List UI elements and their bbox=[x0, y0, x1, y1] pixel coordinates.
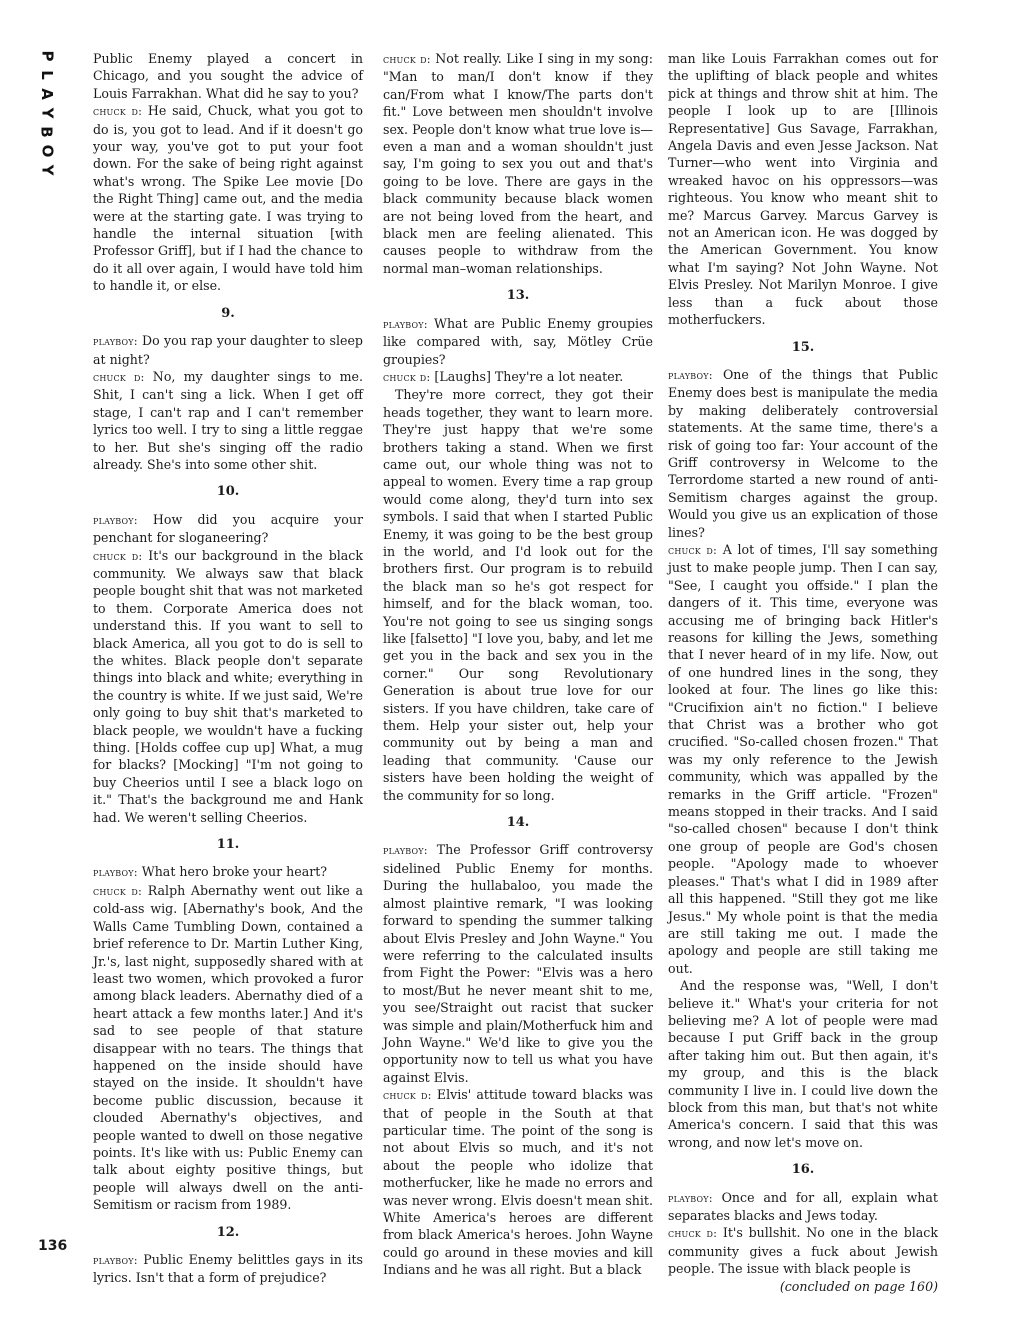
paragraph-text: Ralph Abernathy went out like a cold-ass wig. [Abernathy's book, And the Walls Came Tumbling Down, contained a brief reference to Dr. Martin Luther King, Jr.'s, last night, supposedly shared with at least two women, which provoked a furor among black leaders. Abernathy died of a heart attack a few months later.] And it's sad to see people of that stature disappear with no tears. The things that happened on the inside should have stayed on the inside. It shouldn't have become public discussion, because it clouded Abernathy's objectives, and people wanted to dwell on those negative points. It's like with us: Public Enemy can talk about eighty positive things, but people will always dwell on the anti-Semitism or racism from 1989. bbox=[93, 882, 363, 1213]
title-letter: Y bbox=[38, 107, 56, 119]
speaker-label: playboy: bbox=[668, 1190, 713, 1205]
paragraph bbox=[383, 841, 653, 1086]
speaker-label: chuck d: bbox=[668, 1226, 718, 1241]
paragraph-text: Once and for all, explain what separates blacks and Jews today. bbox=[668, 1189, 938, 1223]
paragraph-text: Do you rap your daughter to sleep at night? bbox=[93, 333, 363, 367]
speaker-label: chuck d: bbox=[383, 1088, 432, 1103]
title-letter: B bbox=[38, 126, 56, 138]
paragraph: Public Enemy played a concert in Chicago, and you sought the advice of Louis Farrakhan. What did he say to you? bbox=[93, 51, 363, 101]
text-column-1 bbox=[93, 50, 363, 1287]
speaker-label: chuck d: bbox=[383, 52, 431, 66]
speaker-label: playboy: bbox=[383, 316, 428, 331]
continuation-note: (concluded on page 160) bbox=[779, 1278, 938, 1294]
paragraph bbox=[93, 863, 363, 881]
page-number: 136 bbox=[38, 1238, 68, 1254]
paragraph bbox=[383, 315, 653, 368]
speaker-label: playboy: bbox=[93, 334, 138, 349]
speaker-label: chuck d: bbox=[93, 883, 143, 898]
paragraph-text: How did you acquire your penchant for sloganeering? bbox=[93, 511, 363, 546]
paragraph bbox=[93, 368, 363, 473]
paragraph bbox=[668, 366, 938, 541]
question-number: 15. bbox=[791, 339, 815, 355]
paragraph: They're more correct, they got their heads together, they want to learn more. They're just happy that we're some brothers taking a stand. When we first came out, our whole thing was not to appeal to women. Every time a rap group would come along, they'd turn into sex symbols. I said that when I started Public Enemy, it was going to be the best group in the world, and I'd look out for the brothers first. Our program is to rebuild the black man so he's got respect for himself, and for the black woman, too. You're not going to see us singing songs like [falsetto] "I love you, baby, and let me get you in the back and sex you in the corner." Our song Revolutionary Generation is about true love for our sisters. If you have children, take care of them. Help your sister out, help your community out by being a man and leading that community. 'Cause our sisters have been holding the weight of the community for so long. bbox=[383, 387, 653, 803]
speaker-label: chuck d: bbox=[668, 542, 718, 557]
speaker-label: chuck d: bbox=[93, 104, 143, 119]
speaker-label: playboy: bbox=[383, 843, 428, 858]
speaker-label: chuck d: bbox=[93, 369, 145, 384]
paragraph-text: Not really. Like I sing in my song: "Man to man/I don't know if they can/From what I know/The parts don't fit." Love between men shouldn't involve sex. People don't know what true love is—even a man and a woman shouldn't just say, I'm going to sex you out and that's going to be love. There are gays in the black community because black women are not being loved from the heart, and black men are feeling alienated. This causes people to withdraw from the normal man–woman relationships. bbox=[383, 51, 653, 276]
paragraph bbox=[383, 368, 653, 386]
paragraph bbox=[668, 1224, 938, 1277]
paragraph-text: What hero broke your heart? bbox=[137, 864, 328, 880]
speaker-label: playboy: bbox=[93, 1253, 138, 1267]
paragraph-text: What are Public Enemy groupies like compared with, say, Mötley Crüe groupies? bbox=[383, 315, 653, 367]
paragraph bbox=[383, 1086, 653, 1278]
magazine-title-vertical bbox=[38, 48, 56, 178]
question-number: 11. bbox=[216, 837, 240, 853]
paragraph-text: It's bullshit. No one in the black community gives a fuck about Jewish people. The issue with black people is bbox=[668, 1225, 938, 1277]
paragraph bbox=[93, 547, 363, 827]
paragraph bbox=[93, 511, 363, 547]
text-column-2 bbox=[383, 50, 653, 1279]
paragraph-text: A lot of times, I'll say something just to make people jump. Then I can say, "See, I caught you offside." I plan the dangers of it. This time, everyone was accusing me of bringing back Hitler's reasons for killing the Jews, something that I never heard of in my life. Now, out of one hundred lines in the song, they looked at four. The lines go like this: "Crucifixion ain't no fiction." I believe that Christ was a brother who got crucified. "So-called chosen frozen." That was my only reference to the Jewish community, which was appalled by the remarks in the Griff article. "Frozen" means stopped in their tracks. And I said "so-called chosen" because I don't think one group of people are God's chosen people. "Apology made to whoever pleases." That's what I did in 1989 after all this happened. "Still they got me like Jesus." My whole point is that the media are still taking me out. I made the apology and people are still taking me out. bbox=[668, 541, 938, 976]
speaker-label: playboy: bbox=[93, 865, 138, 880]
question-number: 9. bbox=[221, 305, 235, 321]
title-letter: O bbox=[37, 144, 56, 158]
paragraph-text: It's our background in the black community. We always saw that black people bought shit that was not marketed to them. Corporate America does not understand this. If you want to sell to black America, all you got to do is sell to the whites. Black people don't separate things into black and white; everything in the country is white. If we just said, We're only going to buy shit that's marketed to black people, we wouldn't have a fucking thing. [Holds coffee cup up] What, a mug for blacks? [Mocking] "I'm not going to buy Cheerios until I see a black logo on it." That's the background me and Hank had. We weren't selling Cheerios. bbox=[93, 547, 363, 825]
paragraph-text: He said, Chuck, what you got to do is, you got to lead. And if it doesn't go your way, you've got to put your foot down. For the sake of being right against what's wrong. The Spike Lee movie [Do the Right Thing] came out, and the media were at the starting gate. I was trying to handle the internal situation [with Professor Griff], but if I had the chance to do it all over again, I would have told him to handle it, or else. bbox=[93, 103, 363, 294]
title-letter: Y bbox=[38, 164, 56, 176]
paragraph-text: The Professor Griff controversy sidelined Public Enemy for months. During the hullabaloo, you made the almost plaintive remark, "I was looking forward to spending the summer talking about Elvis Presley and John Wayne." You were referring to the calculated insults from Fight the Power: "Elvis was a hero to most/But he never meant shit to me, you see/Straight out racist that sucker was simple and plain/Motherfuck him and John Wayne." We'd like to give you the opportunity now to tell us what you have against Elvis. bbox=[383, 842, 653, 1085]
paragraph-text: One of the things that Public Enemy does best is manipulate the media by making deliberately controversial statements. At the same time, there's a risk of going too far: Your account of the Griff controversy in Welcome to the Terrordome started a new round of anti-Semitism charges against the group. Would you give us an explication of those lines? bbox=[668, 366, 938, 540]
speaker-label: chuck d: bbox=[383, 369, 431, 384]
question-number: 10. bbox=[216, 484, 240, 500]
speaker-label: playboy: bbox=[93, 512, 138, 527]
speaker-label: chuck d: bbox=[93, 548, 143, 563]
paragraph bbox=[93, 102, 363, 294]
paragraph bbox=[383, 50, 653, 277]
paragraph-text: [Laughs] They're a lot neater. bbox=[430, 368, 624, 384]
question-number: 13. bbox=[506, 288, 530, 304]
paragraph-text: Elvis' attitude toward blacks was that of people in the South at that particular time. The point of the song is not about Elvis so much, and it's not about the people who idolize that motherfucker, like he made no errors and was never wrong. Elvis doesn't mean shit. White America's heroes are different from black America's heroes. John Wayne could go around in these movies and kill Indians and he was all right. But a black bbox=[383, 1087, 653, 1278]
text-column-3 bbox=[668, 50, 938, 1295]
paragraph-text: No, my daughter sings to me. Shit, I can't sing a lick. When I get off stage, I can't rap and I can't remember lyrics too well. I try to sing a little reggae to her. But she's singing off the radio already. She's into some other shit. bbox=[93, 368, 363, 472]
paragraph-text: Public Enemy belittles gays in its lyrics. Isn't that a form of prejudice? bbox=[93, 1252, 363, 1286]
title-letter: A bbox=[37, 88, 56, 100]
title-letter: P bbox=[38, 50, 56, 62]
paragraph: man like Louis Farrakhan comes out for the uplifting of black people and whites pick at things and throw shit at him. The people I look up to are [Illinois Representative] Gus Savage, Farrakhan, Angela Davis and even Jesse Jackson. Nat Turner—who went into Virginia and wreaked havoc on his oppressors—was righteous. You know who meant shit to me? Marcus Garvey. Marcus Garvey is not an American icon. He was dogged by the American Government. You know what I'm saying? Not John Wayne. Not Elvis Presley. Not Marilyn Monroe. I give less than a fuck about those motherfuckers. bbox=[668, 51, 938, 328]
paragraph: And the response was, "Well, I don't believe it." What's your criteria for not believing me? A lot of people were mad because I put Griff back in the group after taking him out. But then again, it's my group, and this is the black community I live in. I could live down the block from this man, but that's not white America's concern. I said that this was wrong, and now let's move on. bbox=[668, 978, 938, 1150]
question-number: 14. bbox=[506, 815, 530, 831]
paragraph bbox=[93, 332, 363, 368]
question-number: 12. bbox=[216, 1224, 240, 1240]
paragraph bbox=[93, 1251, 363, 1287]
question-number: 16. bbox=[791, 1162, 815, 1178]
paragraph bbox=[668, 541, 938, 977]
title-letter: L bbox=[38, 70, 56, 80]
paragraph bbox=[668, 1189, 938, 1225]
speaker-label: playboy: bbox=[668, 367, 713, 382]
paragraph bbox=[93, 882, 363, 1214]
